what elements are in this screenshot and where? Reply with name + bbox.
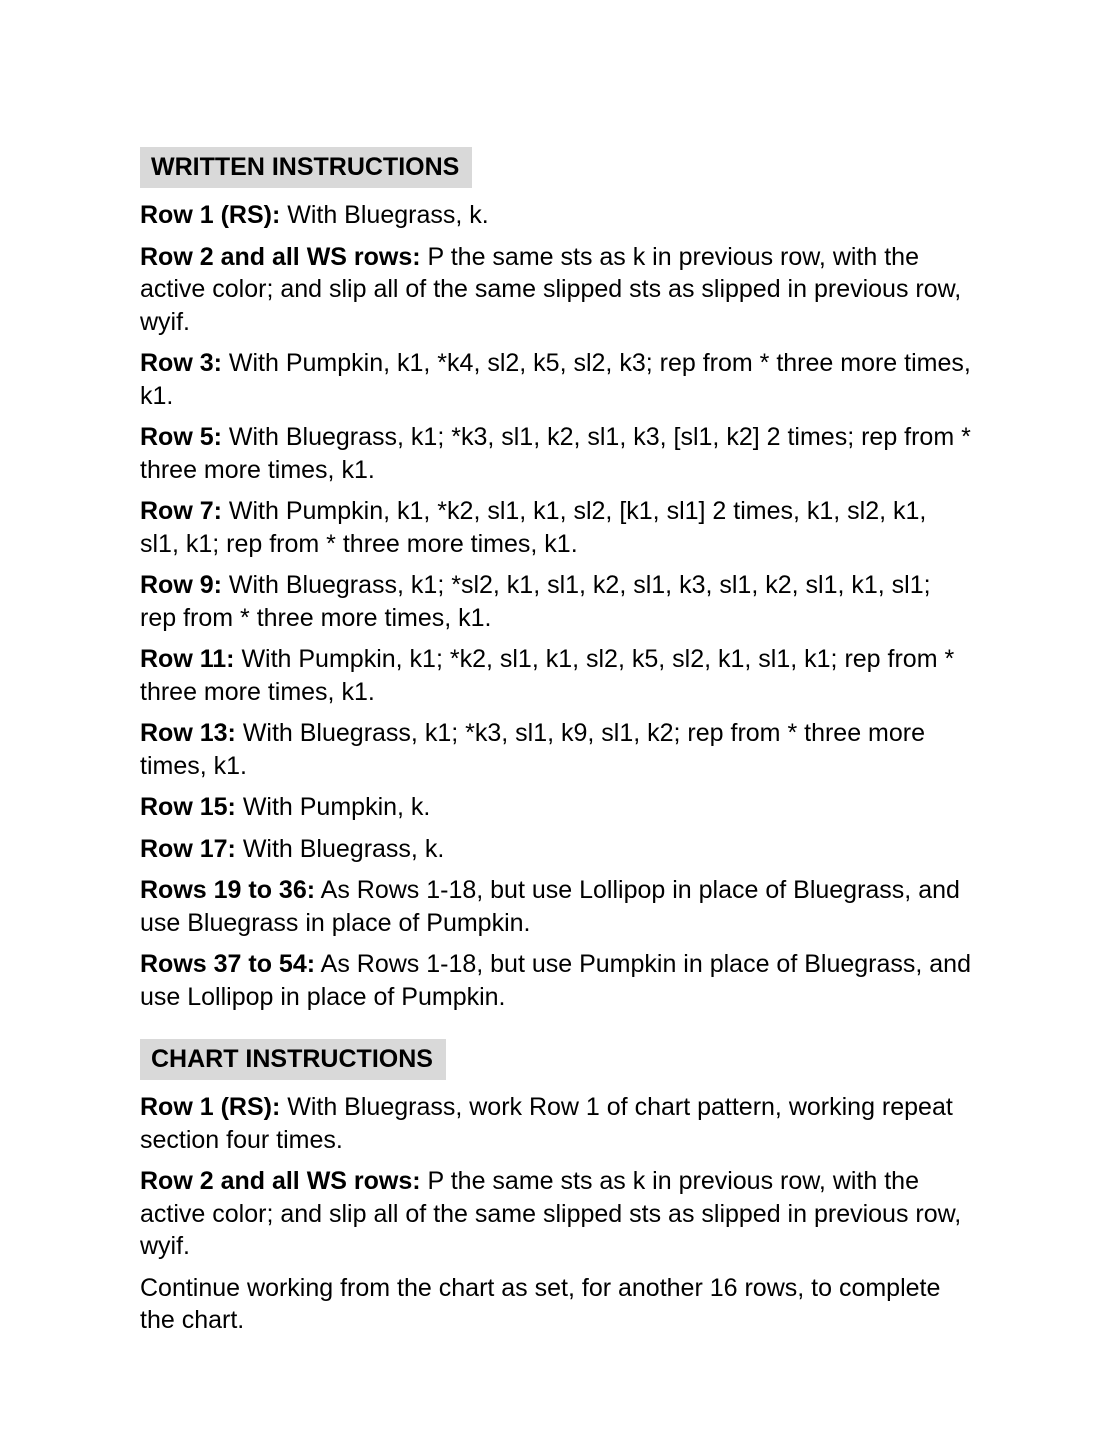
- row-13-label: Row 13:: [140, 719, 236, 747]
- row-11-text: With Pumpkin, k1; *k2, sl1, k1, sl2, k5, sl2, k1, sl1, k1; rep from * three more times, k1.: [140, 645, 955, 706]
- rows-37-54-text: As Rows 1-18, but use Pumpkin in place of Bluegrass, and use Lollipop in place of Pumpkin.: [140, 950, 971, 1011]
- row-1-label: Row 1 (RS):: [140, 201, 281, 229]
- row-5-label: Row 5:: [140, 423, 222, 451]
- section-written-instructions: [140, 147, 972, 1013]
- row-2-text: P the same sts as k in previous row, with the active color; and slip all of the same slipped sts as slipped in previous row, wyif.: [140, 242, 962, 336]
- row-9-text: With Bluegrass, k1; *sl2, k1, sl1, k2, sl1, k3, sl1, k2, sl1, k1, sl1; rep from * three more times, k1.: [140, 571, 931, 632]
- row-1-text: With Bluegrass, k.: [287, 201, 489, 229]
- row-7-label: Row 7:: [140, 497, 222, 525]
- chart-continue-text: Continue working from the chart as set, for another 16 rows, to complete the chart.: [140, 1273, 941, 1334]
- row-3-text: With Pumpkin, k1, *k4, sl2, k5, sl2, k3; rep from * three more times, k1.: [140, 349, 971, 410]
- rows-19-36-label: Rows 19 to 36:: [140, 876, 316, 904]
- paragraph-row-3: [140, 347, 972, 412]
- paragraph-row-1: [140, 199, 972, 232]
- paragraph-row-11: [140, 643, 972, 708]
- chart-row-1-label: Row 1 (RS):: [140, 1093, 281, 1121]
- paragraph-chart-continue: [140, 1272, 972, 1337]
- row-2-label: Row 2 and all WS rows:: [140, 242, 421, 271]
- rows-19-36-text: As Rows 1-18, but use Lollipop in place of Bluegrass, and use Bluegrass in place of Pumpkin.: [140, 876, 960, 937]
- chart-row-1-text: With Bluegrass, work Row 1 of chart pattern, working repeat section four times.: [140, 1093, 953, 1154]
- paragraph-row-5: [140, 421, 972, 486]
- row-5-text: With Bluegrass, k1; *k3, sl1, k2, sl1, k3, [sl1, k2] 2 times; rep from * three more times, k1.: [140, 423, 971, 484]
- row-17-label: Row 17:: [140, 834, 236, 863]
- row-17-text: With Bluegrass, k.: [242, 834, 445, 863]
- paragraph-rows-37-54: [140, 948, 972, 1013]
- paragraph-row-9: [140, 569, 972, 634]
- paragraph-chart-row-1: [140, 1091, 972, 1156]
- row-15-text: With Pumpkin, k.: [242, 793, 431, 821]
- instructions-document: [140, 147, 972, 1346]
- paragraph-row-2: [140, 241, 972, 339]
- row-13-text: With Bluegrass, k1; *k3, sl1, k9, sl1, k2; rep from * three more times, k1.: [140, 719, 926, 780]
- chart-row-2-label: Row 2 and all WS rows:: [140, 1167, 421, 1195]
- row-9-label: Row 9:: [140, 571, 222, 599]
- row-11-label: Row 11:: [140, 645, 235, 673]
- rows-37-54-label: Rows 37 to 54:: [140, 950, 316, 978]
- written-instructions-heading: WRITTEN INSTRUCTIONS: [140, 147, 472, 188]
- chart-row-2-text: P the same sts as k in previous row, with the active color; and slip all of the same slipped sts as slipped in previous row, wyif.: [140, 1167, 962, 1260]
- paragraph-rows-19-36: [140, 874, 972, 939]
- paragraph-row-7: [140, 495, 972, 560]
- chart-instructions-heading: CHART INSTRUCTIONS: [140, 1039, 446, 1080]
- paragraph-row-13: [140, 717, 972, 782]
- paragraph-chart-row-2: [140, 1165, 972, 1263]
- section-chart-instructions: [140, 1022, 972, 1337]
- row-7-text: With Pumpkin, k1, *k2, sl1, k1, sl2, [k1, sl1] 2 times, k1, sl2, k1, sl1, k1; rep from * three more times, k1.: [140, 497, 927, 558]
- row-3-label: Row 3:: [140, 349, 222, 377]
- row-15-label: Row 15:: [140, 793, 236, 821]
- paragraph-row-17: [140, 833, 972, 866]
- paragraph-row-15: [140, 791, 972, 824]
